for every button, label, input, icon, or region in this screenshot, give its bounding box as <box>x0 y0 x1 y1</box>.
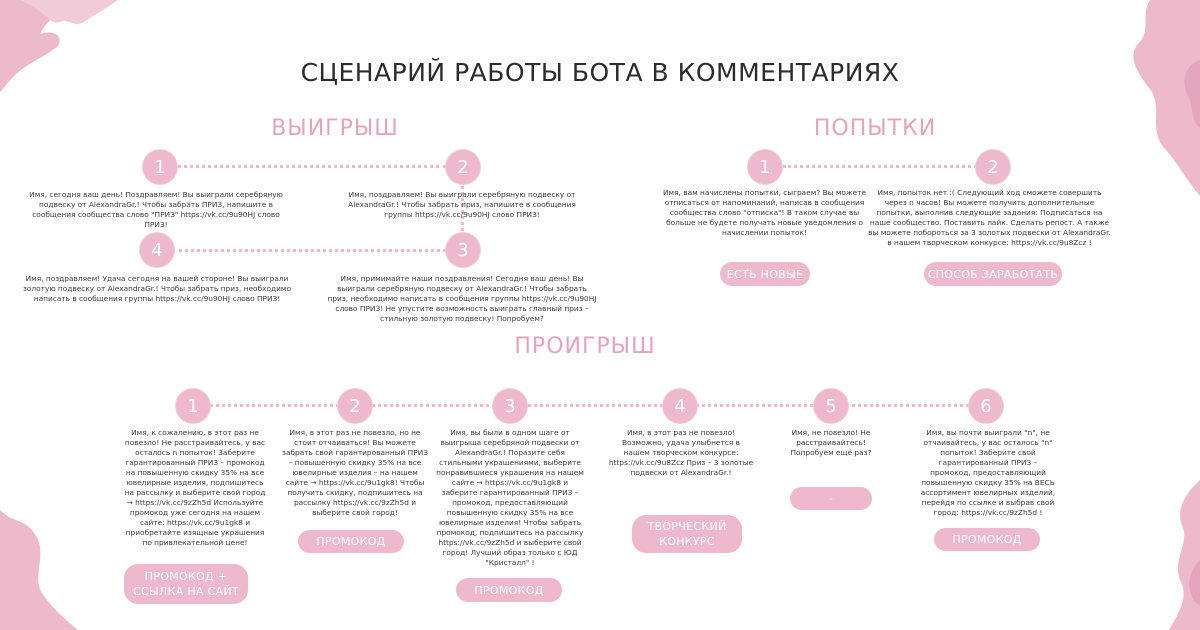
lose-step-1-button[interactable]: ПРОМОКОД + ССЫЛКА НА САЙТ <box>124 564 248 604</box>
tries-step-2: 2 <box>976 150 1010 184</box>
lose-step-5: 5 <box>814 389 848 423</box>
win-step-1-text: Имя, сегодня ваш день! Поздравляем! Вы выиграли серебряную подвеску от AlexandraGr.! Чтобы забрать ПРИЗ, напишите в сообщения сообщества слово "ПРИЗ" https://vk.cc/9u90HJ слово ПРИЗ! <box>29 190 283 229</box>
lose-step-2-button[interactable]: ПРОМОКОД <box>298 530 404 553</box>
lose-step-4-text: Имя, в этот раз не повезло! Возможно, удача улыбнется в нашем творческом конкурсе: https://vk.cc/9u8Zcz Приз – 3 золотые подвески от AlexandraGr.! <box>608 428 754 477</box>
paint-splash-top-right <box>1040 0 1200 200</box>
win-step-4-text: Имя, поздравляем! Удача сегодня на вашей стороне! Вы выиграли золотую подвеску от AlexandraGr.! Чтобы забрать приз, необходимо написать в сообщения группы https://vk.cc/9u90HJ слово ПРИЗ! <box>22 274 292 303</box>
lose-step-5-text: Имя, не повезло! Не расстраивайтесь! Попробуем ещё раз? <box>790 428 872 457</box>
connector-line <box>172 249 446 252</box>
win-step-2: 2 <box>446 150 480 184</box>
paint-splash-bottom-right <box>1085 470 1200 630</box>
lose-step-2: 2 <box>338 389 372 423</box>
lose-step-1: 1 <box>176 389 210 423</box>
connector-line <box>783 165 977 168</box>
connector-line <box>177 165 447 168</box>
lose-step-2-text: Имя, в этот раз не повезло, но не стоит отчаиваться! Вы можете забрать свой гарантированный ПРИЗ – повышенную скидку 35% на все ювелирные изделия – на нашем сайте → https://vk.cc/9u1gk8! Чтобы получить скидку, подпишитесь на рассылку https://vk.cc/9zZh5d и выберите свой город! <box>282 428 428 517</box>
lose-step-3-button[interactable]: ПРОМОКОД <box>456 578 562 602</box>
win-step-3: 3 <box>446 233 480 267</box>
win-section-heading: ВЫИГРЫШ <box>271 116 399 141</box>
tries-step-1: 1 <box>748 150 782 184</box>
tries-step-1-text: Имя, вам начислены попытки, сыграем? Вы можете отписаться от напоминаний, написав в сообщения сообщества слово "отписка"! В таком случае вы больше не будете получать новые уведомления о начислении попыток! <box>662 188 867 237</box>
tries-step-2-text: Имя, попыток нет :( Следующий ход сможете совершить через n часов! Вы можете получить дополнительные попытки, выполнив следующие задания: Подписаться на наше сообщество. Поставить лайк. Сделать репост. А также вы можете побороться за 3 золотых подвески от AlexandraGr. в нашем творческом конкурсе: https://vk.cc/9u8Zcz ! <box>868 188 1111 247</box>
lose-step-6: 6 <box>969 389 1003 423</box>
lose-step-5-button[interactable]: - <box>790 487 872 510</box>
tries-section-heading: ПОПЫТКИ <box>813 116 937 141</box>
win-step-3-text: Имя, примимайте наши поздравления! Сегодня ваш день! Вы выиграли серебряную подвеску от AlexandraGr.! Чтобы забрать приз, необходимо написать в сообщения группы https://vk.cc/9u90HJ слово ПРИЗ! Не упустите возможность выиграть главный приз – стильную золотую подвеску! Попробуем? <box>327 274 597 323</box>
lose-step-3: 3 <box>493 389 527 423</box>
win-step-4: 4 <box>140 233 174 267</box>
lose-step-4-button[interactable]: ТВОРЧЕСКИЙ КОНКУРС <box>632 515 742 553</box>
tries-step-1-button[interactable]: ЕСТЬ НОВЫЕ <box>720 262 810 286</box>
lose-step-1-text: Имя, к сожалению, в этот раз не повезло! Не расстраивайтесь, у вас осталось n попыток! Заберите гарантированный ПРИЗ – промокод на повышенную скидку 35% на все ювелирные изделия, подпишитесь на рассылку и выберите свой город → https://vk.cc/9zZh5d Используйте промокод уже сегодня на нашем сайте: https://vk.cc/9u1gk8 и приобретайте изящные украшения по привлекательной цене! <box>124 428 266 547</box>
page-title: СЦЕНАРИЙ РАБОТЫ БОТА В КОММЕНТАРИЯХ <box>300 58 900 87</box>
lose-step-6-text: Имя, вы почти выиграли "n", не отчаивайтесь, у вас осталось "n" попыток! Заберите свой гарантированный ПРИЗ – промокод, предоставляющий повышенную скидку 35% на ВЕСЬ ассортимент ювелирных изделий, перейдя по ссылке и выбрав свой город: https://vk.cc/9zZh5d ! <box>920 428 1056 517</box>
lose-step-3-text: Имя, вы были в одном шаге от выигрыша серебряной подвески от AlexandraGr.! Поразите себя стильными украшениями, выберите понравившиеся украшения на нашем сайте → https://vk.cc/9u1gk8 и заберите гарантированный ПРИЗ – промокод, предоставляющий повышенную скидку 35% на все ювелирные изделия! Чтобы забрать промокод, подпишитесь на рассылку https://vk.cc/9zZh5d и выберите свой город! Лучший образ только с ЮД "Кристалл" ! <box>436 428 584 567</box>
lose-step-4: 4 <box>663 389 697 423</box>
win-step-2-text: Имя, поздравляем! Вы выиграли серебряную подвеску от AlexandraGr.! Чтобы забрать приз, напишите в сообщения группы https://vk.cc/9u90HJ слово ПРИЗ! <box>348 190 576 219</box>
paint-splash-bottom-left <box>0 470 90 630</box>
win-step-1: 1 <box>143 150 177 184</box>
connector-line <box>209 404 1001 407</box>
lose-section-heading: ПРОИГРЫШ <box>514 334 656 359</box>
tries-step-2-button[interactable]: СПОСОБ ЗАРАБОТАТЬ <box>924 262 1062 286</box>
lose-step-6-button[interactable]: ПРОМОКОД <box>934 528 1040 551</box>
